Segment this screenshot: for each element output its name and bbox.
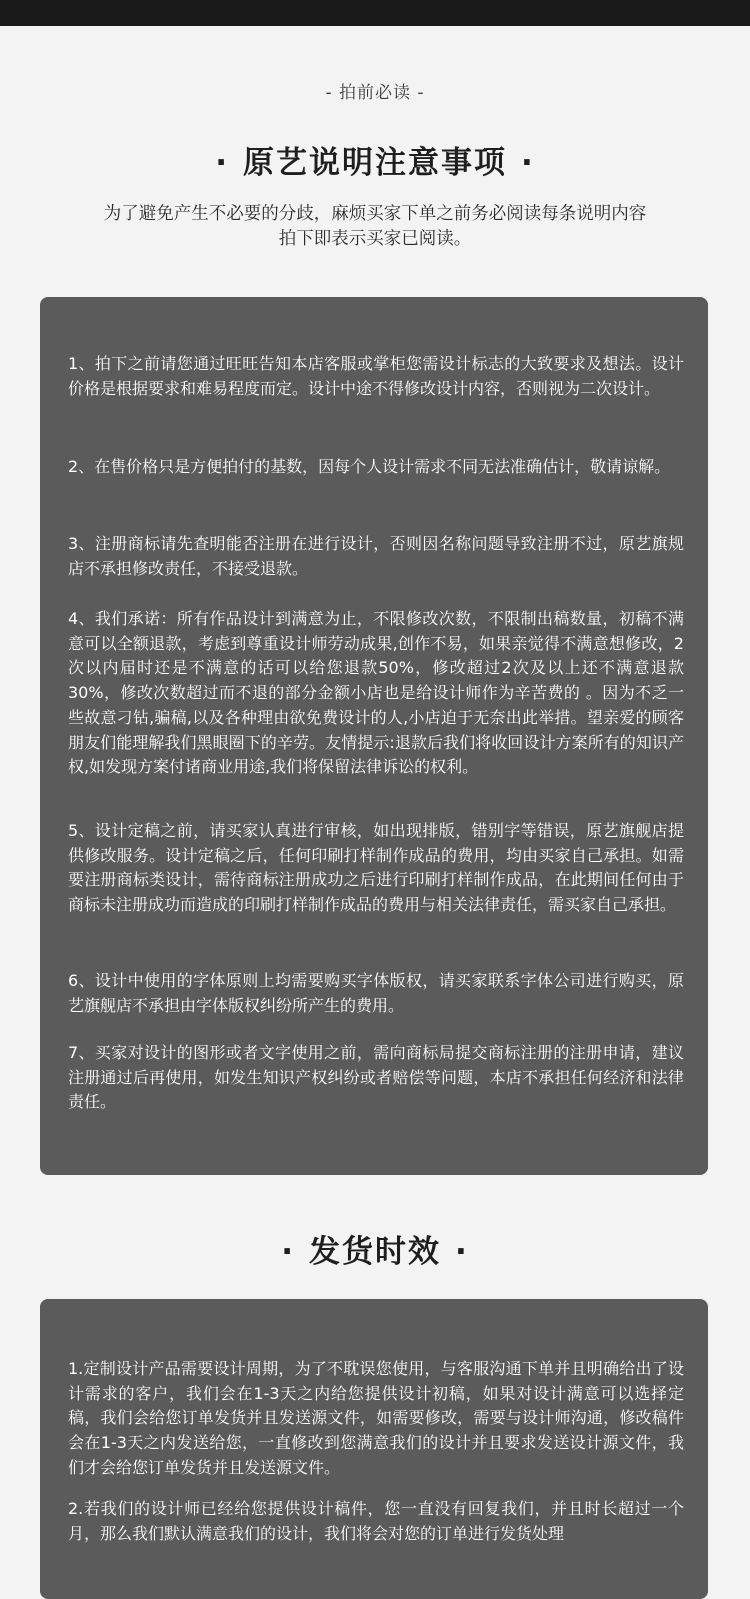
- notice-item-6: 6、设计中使用的字体原则上均需要购买字体版权，请买家联系字体公司进行购买，原艺旗舰店不承担由字体版权纠纷所产生的费用。: [68, 971, 684, 1015]
- title-dot-right: ·: [455, 1234, 469, 1270]
- delivery-title-text: 发货时效: [309, 1234, 441, 1270]
- top-bar: [0, 0, 750, 26]
- title-dot-left: ·: [215, 145, 229, 181]
- delivery-item-2: 2.若我们的设计师已经给您提供设计稿件，您一直没有回复我们，并且时长超过一个月，那么我们默认满意我们的设计，我们将会对您的订单进行发货处理: [68, 1499, 684, 1543]
- notice-item-5: 5、设计定稿之前，请买家认真进行审核，如出现排版，错别字等错误，原艺旗舰店提供修改服务。设计定稿之后，任何印刷打样制作成品的费用，均由买家自己承担。如需要注册商标类设计，需待商标注册成功之后进行印刷打样制作成品，在此期间任何由于商标未注册成功而造成的印刷打样制作成品的费用与相关法律责任，需买家自己承担。: [68, 821, 684, 915]
- intro-line-2: 拍下即表示买家已阅读。: [278, 229, 472, 249]
- section-subtitle: - 拍前必读 -: [325, 83, 425, 103]
- delivery-item-1: 1.定制设计产品需要设计周期，为了不耽误您使用，与客服沟通下单并且明确给出了设计需求的客户，我们会在1-3天之内给您提供设计初稿，如果对设计满意可以选择定稿，我们会给您订单发货并且发送源文件，如需要修改，需要与设计师沟通，修改稿件会在1-3天之内发送给您，一直修改到您满意我们的设计并且要求发送设计源文件，我们才会给您订单发货并且发送源文件。: [68, 1359, 684, 1477]
- notice-item-7: 7、买家对设计的图形或者文字使用之前，需向商标局提交商标注册的注册申请，建议注册通过后再使用，如发生知识产权纠纷或者赔偿等问题，本店不承担任何经济和法律责任。: [68, 1043, 684, 1112]
- intro-line-1: 为了避免产生不必要的分歧，麻烦买家下单之前务必阅读每条说明内容: [103, 204, 647, 224]
- title-dot-left: ·: [281, 1234, 295, 1270]
- notice-panel: [40, 297, 708, 1175]
- delivery-panel: [40, 1299, 708, 1599]
- notice-title-text: 原艺说明注意事项: [243, 145, 507, 181]
- notice-intro: [0, 202, 750, 252]
- delivery-title: [0, 1226, 750, 1271]
- title-dot-right: ·: [521, 145, 535, 181]
- notice-title: [0, 137, 750, 182]
- notice-item-2: 2、在售价格只是方便拍付的基数，因每个人设计需求不同无法准确估计，敬请谅解。: [68, 457, 671, 476]
- notice-item-3: 3、注册商标请先查明能否注册在进行设计，否则因名称问题导致注册不过，原艺旗规店不承担修改责任，不接受退款。: [68, 534, 684, 578]
- notice-item-4: 4、我们承诺：所有作品设计到满意为止，不限修改次数，不限制出稿数量，初稿不满意可以全额退款，考虑到尊重设计师劳动成果,创作不易，如果亲觉得不满意想修改，2次以内届时还是不满意的话可以给您退款50%，修改超过2次及以上还不满意退款30%，修改次数超过而不退的部分金额小店也是给设计师作为辛苦费的 。因为不乏一些故意刁钻,骗稿,以及各种理由欲免费设计的人,小店迫于无奈出此举措。望亲爱的顾客朋友们能理解我们黑眼圈下的辛劳。友情提示:退款后我们将收回设计方案所有的知识产权,如发现方案付诸商业用途,我们将保留法律诉讼的权利。: [68, 609, 684, 777]
- notice-item-1: 1、拍下之前请您通过旺旺告知本店客服或掌柜您需设计标志的大致要求及想法。设计价格是根据要求和难易程度而定。设计中途不得修改设计内容，否则视为二次设计。: [68, 354, 684, 398]
